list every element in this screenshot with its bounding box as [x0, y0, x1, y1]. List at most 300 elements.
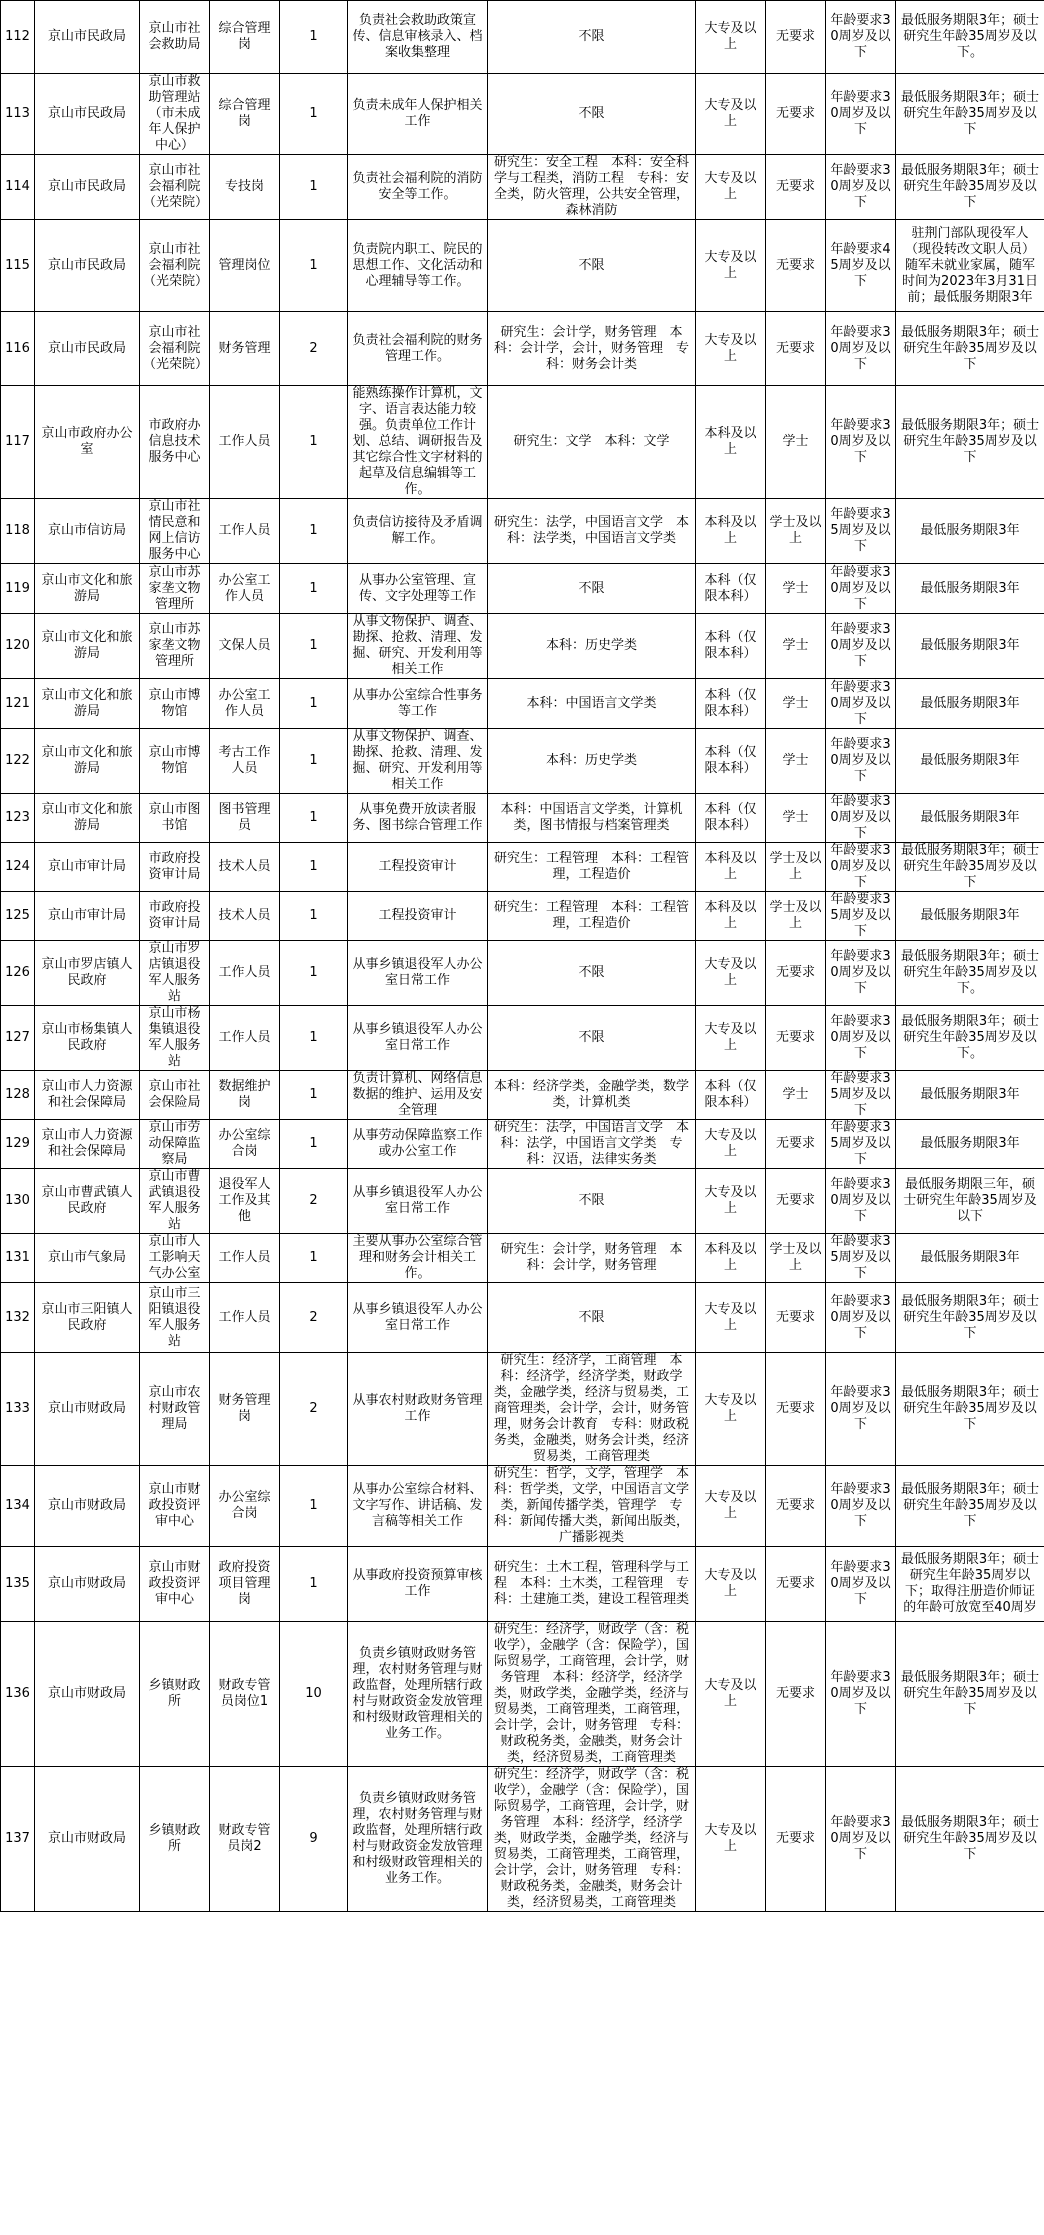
education-requirement: 本科及以上	[696, 386, 766, 499]
degree-requirement: 无要求	[766, 941, 826, 1006]
employer-unit: 乡镇财政所	[140, 1622, 210, 1767]
row-number: 123	[1, 794, 35, 843]
education-requirement: 本科（仅限本科）	[696, 794, 766, 843]
position-name: 综合管理岗	[210, 1, 280, 74]
department-name: 京山市审计局	[35, 843, 140, 892]
other-conditions: 最低服务期限3年；硕士研究生年龄35周岁及以下	[896, 386, 1044, 499]
age-requirement: 年龄要求30周岁及以下	[826, 614, 896, 679]
department-name: 京山市信访局	[35, 499, 140, 564]
row-number: 116	[1, 312, 35, 386]
other-conditions: 最低服务期限3年	[896, 1071, 1044, 1120]
major-requirement: 不限	[488, 1, 696, 74]
major-requirement: 研究生：哲学，文学，管理学 本科：哲学类，文学，中国语言文学类，新闻传播学类，管理学 专科：新闻传播大类，新闻出版类，广播影视类	[488, 1466, 696, 1547]
education-requirement: 本科及以上	[696, 892, 766, 941]
row-number: 134	[1, 1466, 35, 1547]
major-requirement: 不限	[488, 220, 696, 312]
row-number: 132	[1, 1283, 35, 1353]
major-requirement: 研究生：文学 本科：文学	[488, 386, 696, 499]
degree-requirement: 学士	[766, 386, 826, 499]
education-requirement: 大专及以上	[696, 312, 766, 386]
age-requirement: 年龄要求30周岁及以下	[826, 1547, 896, 1622]
position-name: 文保人员	[210, 614, 280, 679]
job-duty: 从事办公室综合性事务等工作	[348, 679, 488, 729]
degree-requirement: 无要求	[766, 1169, 826, 1234]
row-number: 131	[1, 1234, 35, 1283]
job-duty: 从事乡镇退役军人办公室日常工作	[348, 1006, 488, 1071]
job-duty: 从事办公室管理、宣传、文字处理等工作	[348, 564, 488, 614]
hire-count: 1	[280, 74, 348, 155]
job-duty: 从事免费开放读者服务、图书综合管理工作	[348, 794, 488, 843]
job-duty: 从事政府投资预算审核工作	[348, 1547, 488, 1622]
department-name: 京山市杨集镇人民政府	[35, 1006, 140, 1071]
position-name: 管理岗位	[210, 220, 280, 312]
position-name: 退役军人工作及其他	[210, 1169, 280, 1234]
degree-requirement: 学士	[766, 729, 826, 794]
hire-count: 1	[280, 1547, 348, 1622]
other-conditions: 最低服务期限3年	[896, 679, 1044, 729]
department-name: 京山市民政局	[35, 1, 140, 74]
major-requirement: 研究生：经济学，财政学（含：税收学），金融学（含：保险学），国际贸易学，工商管理，会计学，财务管理 本科：经济学，经济学类，财政学类，金融学类，经济与贸易类，工商管理类，工商管理，会计学，会计，财务管理 专科：财政税务类，金融类，财务会计类，经济贸易类，工商管理类	[488, 1767, 696, 1912]
employer-unit: 京山市社会救助局	[140, 1, 210, 74]
other-conditions: 最低服务期限3年；硕士研究生年龄35周岁以下；取得注册造价师证的年龄可放宽至40周岁	[896, 1547, 1044, 1622]
job-duty: 负责未成年人保护相关工作	[348, 74, 488, 155]
other-conditions: 最低服务期限3年；硕士研究生年龄35周岁及以下。	[896, 941, 1044, 1006]
row-number: 137	[1, 1767, 35, 1912]
degree-requirement: 无要求	[766, 155, 826, 220]
other-conditions: 最低服务期限3年；硕士研究生年龄35周岁及以下。	[896, 1006, 1044, 1071]
row-number: 114	[1, 155, 35, 220]
degree-requirement: 学士及以上	[766, 892, 826, 941]
other-conditions: 最低服务期限3年；硕士研究生年龄35周岁及以下	[896, 1622, 1044, 1767]
major-requirement: 研究生：经济学，财政学（含：税收学），金融学（含：保险学），国际贸易学，工商管理，会计学，财务管理 本科：经济学，经济学类，财政学类，金融学类，经济与贸易类，工商管理类，工商管理，会计学，会计，财务管理 专科：财政税务类，金融类，财务会计类，经济贸易类，工商管理类	[488, 1622, 696, 1767]
hire-count: 2	[280, 1169, 348, 1234]
job-duty: 负责社会福利院的消防安全等工作。	[348, 155, 488, 220]
major-requirement: 研究生：工程管理 本科：工程管理，工程造价	[488, 843, 696, 892]
hire-count: 2	[280, 1283, 348, 1353]
degree-requirement: 无要求	[766, 1767, 826, 1912]
degree-requirement: 学士及以上	[766, 843, 826, 892]
employer-unit: 京山市社会福利院（光荣院）	[140, 220, 210, 312]
degree-requirement: 学士	[766, 679, 826, 729]
degree-requirement: 学士	[766, 1071, 826, 1120]
table-row	[1, 1234, 1044, 1283]
employer-unit: 京山市社会福利院（光荣院）	[140, 312, 210, 386]
education-requirement: 大专及以上	[696, 1622, 766, 1767]
major-requirement: 本科：中国语言文学类	[488, 679, 696, 729]
hire-count: 1	[280, 794, 348, 843]
table-row	[1, 1283, 1044, 1353]
position-name: 财务管理	[210, 312, 280, 386]
table-row	[1, 941, 1044, 1006]
row-number: 125	[1, 892, 35, 941]
job-duty: 主要从事办公室综合管理和财务会计相关工作。	[348, 1234, 488, 1283]
row-number: 118	[1, 499, 35, 564]
row-number: 124	[1, 843, 35, 892]
position-name: 工作人员	[210, 499, 280, 564]
table-row	[1, 794, 1044, 843]
position-name: 工作人员	[210, 1283, 280, 1353]
other-conditions: 最低服务期限三年，硕士研究生年龄35周岁及以下	[896, 1169, 1044, 1234]
table-row	[1, 155, 1044, 220]
employer-unit: 京山市博物馆	[140, 679, 210, 729]
age-requirement: 年龄要求30周岁及以下	[826, 1767, 896, 1912]
hire-count: 1	[280, 1466, 348, 1547]
major-requirement: 研究生：土木工程，管理科学与工程 本科：土木类，工程管理 专科：土建施工类，建设工程管理类	[488, 1547, 696, 1622]
row-number: 113	[1, 74, 35, 155]
job-duty: 工程投资审计	[348, 892, 488, 941]
job-duty: 从事劳动保障监察工作或办公室工作	[348, 1120, 488, 1169]
position-name: 办公室工作人员	[210, 679, 280, 729]
age-requirement: 年龄要求30周岁及以下	[826, 1283, 896, 1353]
table-row	[1, 312, 1044, 386]
other-conditions: 最低服务期限3年	[896, 564, 1044, 614]
position-name: 综合管理岗	[210, 74, 280, 155]
employer-unit: 京山市曹武镇退役军人服务站	[140, 1169, 210, 1234]
hire-count: 1	[280, 1071, 348, 1120]
education-requirement: 大专及以上	[696, 1120, 766, 1169]
hire-count: 1	[280, 155, 348, 220]
department-name: 京山市人力资源和社会保障局	[35, 1071, 140, 1120]
employer-unit: 市政府办信息技术服务中心	[140, 386, 210, 499]
hire-count: 1	[280, 1006, 348, 1071]
row-number: 120	[1, 614, 35, 679]
age-requirement: 年龄要求45周岁及以下	[826, 220, 896, 312]
age-requirement: 年龄要求30周岁及以下	[826, 564, 896, 614]
degree-requirement: 无要求	[766, 1120, 826, 1169]
age-requirement: 年龄要求30周岁及以下	[826, 843, 896, 892]
degree-requirement: 无要求	[766, 1466, 826, 1547]
row-number: 133	[1, 1353, 35, 1466]
other-conditions: 最低服务期限3年；硕士研究生年龄35周岁及以下	[896, 1767, 1044, 1912]
major-requirement: 研究生：会计学，财务管理 本科：会计学，会计，财务管理 专科：财务会计类	[488, 312, 696, 386]
education-requirement: 大专及以上	[696, 1006, 766, 1071]
age-requirement: 年龄要求30周岁及以下	[826, 1, 896, 74]
education-requirement: 本科（仅限本科）	[696, 564, 766, 614]
position-name: 技术人员	[210, 892, 280, 941]
other-conditions: 驻荆门部队现役军人（现役转改文职人员）随军未就业家属，随军时间为2023年3月31日前；最低服务期限3年	[896, 220, 1044, 312]
major-requirement: 本科：经济学类，金融学类，数学类，计算机类	[488, 1071, 696, 1120]
hire-count: 1	[280, 843, 348, 892]
department-name: 京山市财政局	[35, 1466, 140, 1547]
row-number: 119	[1, 564, 35, 614]
employer-unit: 京山市财政投资评审中心	[140, 1547, 210, 1622]
major-requirement: 不限	[488, 1006, 696, 1071]
education-requirement: 本科（仅限本科）	[696, 679, 766, 729]
department-name: 京山市民政局	[35, 312, 140, 386]
department-name: 京山市政府办公室	[35, 386, 140, 499]
hire-count: 1	[280, 729, 348, 794]
hire-count: 2	[280, 312, 348, 386]
major-requirement: 研究生：会计学，财务管理 本科：会计学，财务管理	[488, 1234, 696, 1283]
other-conditions: 最低服务期限3年	[896, 729, 1044, 794]
employer-unit: 京山市苏家垄文物管理所	[140, 614, 210, 679]
table-row	[1, 74, 1044, 155]
table-row	[1, 679, 1044, 729]
age-requirement: 年龄要求30周岁及以下	[826, 679, 896, 729]
position-name: 办公室综合岗	[210, 1120, 280, 1169]
row-number: 117	[1, 386, 35, 499]
hire-count: 9	[280, 1767, 348, 1912]
degree-requirement: 无要求	[766, 1353, 826, 1466]
major-requirement: 本科：历史学类	[488, 729, 696, 794]
age-requirement: 年龄要求30周岁及以下	[826, 1622, 896, 1767]
department-name: 京山市气象局	[35, 1234, 140, 1283]
education-requirement: 本科及以上	[696, 499, 766, 564]
major-requirement: 不限	[488, 1169, 696, 1234]
table-row	[1, 729, 1044, 794]
education-requirement: 本科及以上	[696, 843, 766, 892]
employer-unit: 京山市社会福利院（光荣院）	[140, 155, 210, 220]
table-row	[1, 1767, 1044, 1912]
department-name: 京山市财政局	[35, 1622, 140, 1767]
row-number: 112	[1, 1, 35, 74]
hire-count: 1	[280, 1120, 348, 1169]
table-row	[1, 1006, 1044, 1071]
table-row	[1, 386, 1044, 499]
education-requirement: 大专及以上	[696, 1767, 766, 1912]
job-duty: 负责社会救助政策宣传、信息审核录入、档案收集整理	[348, 1, 488, 74]
age-requirement: 年龄要求30周岁及以下	[826, 386, 896, 499]
row-number: 121	[1, 679, 35, 729]
position-name: 政府投资项目管理岗	[210, 1547, 280, 1622]
education-requirement: 本科（仅限本科）	[696, 729, 766, 794]
row-number: 136	[1, 1622, 35, 1767]
table-row	[1, 843, 1044, 892]
row-number: 129	[1, 1120, 35, 1169]
hire-count: 1	[280, 941, 348, 1006]
major-requirement: 研究生：法学，中国语言文学 本科：法学，中国语言文学类 专科：汉语，法律实务类	[488, 1120, 696, 1169]
table-row	[1, 1, 1044, 74]
education-requirement: 大专及以上	[696, 74, 766, 155]
major-requirement: 不限	[488, 1283, 696, 1353]
department-name: 京山市人力资源和社会保障局	[35, 1120, 140, 1169]
department-name: 京山市文化和旅游局	[35, 614, 140, 679]
age-requirement: 年龄要求30周岁及以下	[826, 729, 896, 794]
age-requirement: 年龄要求30周岁及以下	[826, 74, 896, 155]
position-name: 财务管理岗	[210, 1353, 280, 1466]
position-name: 办公室工作人员	[210, 564, 280, 614]
position-name: 工作人员	[210, 386, 280, 499]
employer-unit: 乡镇财政所	[140, 1767, 210, 1912]
employer-unit: 京山市罗店镇退役军人服务站	[140, 941, 210, 1006]
education-requirement: 大专及以上	[696, 1547, 766, 1622]
education-requirement: 大专及以上	[696, 941, 766, 1006]
major-requirement: 研究生：工程管理 本科：工程管理，工程造价	[488, 892, 696, 941]
job-duty: 工程投资审计	[348, 843, 488, 892]
table-row	[1, 499, 1044, 564]
degree-requirement: 无要求	[766, 1547, 826, 1622]
other-conditions: 最低服务期限3年；硕士研究生年龄35周岁及以下	[896, 74, 1044, 155]
education-requirement: 大专及以上	[696, 1466, 766, 1547]
degree-requirement: 学士及以上	[766, 1234, 826, 1283]
age-requirement: 年龄要求35周岁及以下	[826, 1071, 896, 1120]
job-duty: 从事文物保护、调查、勘探、抢救、清理、发掘、研究、开发利用等相关工作	[348, 729, 488, 794]
hire-count: 1	[280, 499, 348, 564]
employer-unit: 京山市劳动保障监察局	[140, 1120, 210, 1169]
job-duty: 从事乡镇退役军人办公室日常工作	[348, 1169, 488, 1234]
education-requirement: 大专及以上	[696, 220, 766, 312]
row-number: 130	[1, 1169, 35, 1234]
job-duty: 负责乡镇财政财务管理，农村财务管理与财政监督，处理所辖行政村与财政资金发放管理和村级财政管理相关的业务工作。	[348, 1622, 488, 1767]
age-requirement: 年龄要求35周岁及以下	[826, 1234, 896, 1283]
major-requirement: 研究生：法学，中国语言文学 本科：法学类，中国语言文学类	[488, 499, 696, 564]
job-duty: 负责信访接待及矛盾调解工作。	[348, 499, 488, 564]
employer-unit: 市政府投资审计局	[140, 843, 210, 892]
employer-unit: 京山市博物馆	[140, 729, 210, 794]
age-requirement: 年龄要求30周岁及以下	[826, 941, 896, 1006]
job-duty: 负责乡镇财政财务管理，农村财务管理与财政监督，处理所辖行政村与财政资金发放管理和村级财政管理相关的业务工作。	[348, 1767, 488, 1912]
other-conditions: 最低服务期限3年；硕士研究生年龄35周岁及以下	[896, 312, 1044, 386]
row-number: 128	[1, 1071, 35, 1120]
table-row	[1, 1071, 1044, 1120]
department-name: 京山市文化和旅游局	[35, 729, 140, 794]
table-row	[1, 1547, 1044, 1622]
table-row	[1, 614, 1044, 679]
major-requirement: 研究生：经济学，工商管理 本科：经济学，经济学类，财政学类，金融学类，经济与贸易类，工商管理类，会计学，会计，财务管理，财务会计教育 专科：财政税务类，金融类，财务会计类，经济贸易类，工商管理类	[488, 1353, 696, 1466]
other-conditions: 最低服务期限3年	[896, 794, 1044, 843]
age-requirement: 年龄要求30周岁及以下	[826, 312, 896, 386]
position-name: 办公室综合岗	[210, 1466, 280, 1547]
department-name: 京山市财政局	[35, 1767, 140, 1912]
table-row	[1, 1120, 1044, 1169]
department-name: 京山市文化和旅游局	[35, 794, 140, 843]
employer-unit: 京山市三阳镇退役军人服务站	[140, 1283, 210, 1353]
table-row	[1, 1169, 1044, 1234]
employer-unit: 京山市人工影响天气办公室	[140, 1234, 210, 1283]
hire-count: 1	[280, 220, 348, 312]
other-conditions: 最低服务期限3年；硕士研究生年龄35周岁及以下。	[896, 1, 1044, 74]
position-name: 图书管理员	[210, 794, 280, 843]
position-name: 财政专管员岗位1	[210, 1622, 280, 1767]
degree-requirement: 无要求	[766, 1006, 826, 1071]
employer-unit: 京山市图书馆	[140, 794, 210, 843]
education-requirement: 大专及以上	[696, 155, 766, 220]
major-requirement: 研究生：安全工程 本科：安全科学与工程类，消防工程 专科：安全类，防火管理，公共安全管理，森林消防	[488, 155, 696, 220]
degree-requirement: 无要求	[766, 1, 826, 74]
employer-unit: 京山市社情民意和网上信访服务中心	[140, 499, 210, 564]
other-conditions: 最低服务期限3年；硕士研究生年龄35周岁及以下	[896, 1466, 1044, 1547]
department-name: 京山市文化和旅游局	[35, 679, 140, 729]
age-requirement: 年龄要求30周岁及以下	[826, 1466, 896, 1547]
major-requirement: 本科：中国语言文学类，计算机类，图书情报与档案管理类	[488, 794, 696, 843]
degree-requirement: 学士及以上	[766, 499, 826, 564]
position-name: 工作人员	[210, 1006, 280, 1071]
position-name: 考古工作人员	[210, 729, 280, 794]
table-row	[1, 220, 1044, 312]
age-requirement: 年龄要求30周岁及以下	[826, 1006, 896, 1071]
table-row	[1, 564, 1044, 614]
age-requirement: 年龄要求30周岁及以下	[826, 1169, 896, 1234]
age-requirement: 年龄要求35周岁及以下	[826, 1120, 896, 1169]
major-requirement: 不限	[488, 564, 696, 614]
age-requirement: 年龄要求35周岁及以下	[826, 499, 896, 564]
education-requirement: 大专及以上	[696, 1283, 766, 1353]
position-name: 财政专管员岗2	[210, 1767, 280, 1912]
education-requirement: 大专及以上	[696, 1353, 766, 1466]
department-name: 京山市罗店镇人民政府	[35, 941, 140, 1006]
degree-requirement: 无要求	[766, 74, 826, 155]
age-requirement: 年龄要求30周岁及以下	[826, 794, 896, 843]
department-name: 京山市曹武镇人民政府	[35, 1169, 140, 1234]
degree-requirement: 无要求	[766, 312, 826, 386]
degree-requirement: 无要求	[766, 1622, 826, 1767]
other-conditions: 最低服务期限3年	[896, 1120, 1044, 1169]
hire-count: 1	[280, 679, 348, 729]
other-conditions: 最低服务期限3年；硕士研究生年龄35周岁及以下	[896, 155, 1044, 220]
major-requirement: 不限	[488, 941, 696, 1006]
hire-count: 2	[280, 1353, 348, 1466]
other-conditions: 最低服务期限3年；硕士研究生年龄35周岁及以下	[896, 1283, 1044, 1353]
degree-requirement: 无要求	[766, 220, 826, 312]
education-requirement: 大专及以上	[696, 1, 766, 74]
employer-unit: 京山市社会保险局	[140, 1071, 210, 1120]
department-name: 京山市三阳镇人民政府	[35, 1283, 140, 1353]
table-body	[1, 1, 1044, 1912]
job-duty: 能熟练操作计算机，文字、语言表达能力较强。负责单位工作计划、总结、调研报告及其它综合性文字材料的起草及信息编辑等工作。	[348, 386, 488, 499]
employer-unit: 京山市财政投资评审中心	[140, 1466, 210, 1547]
age-requirement: 年龄要求30周岁及以下	[826, 1353, 896, 1466]
employer-unit: 京山市救助管理站（市未成年人保护中心）	[140, 74, 210, 155]
hire-count: 1	[280, 614, 348, 679]
row-number: 122	[1, 729, 35, 794]
row-number: 127	[1, 1006, 35, 1071]
major-requirement: 本科：历史学类	[488, 614, 696, 679]
degree-requirement: 无要求	[766, 1283, 826, 1353]
hire-count: 1	[280, 1234, 348, 1283]
department-name: 京山市审计局	[35, 892, 140, 941]
education-requirement: 本科（仅限本科）	[696, 1071, 766, 1120]
other-conditions: 最低服务期限3年	[896, 1234, 1044, 1283]
job-duty: 从事办公室综合材料、文字写作、讲话稿、发言稿等相关工作	[348, 1466, 488, 1547]
row-number: 135	[1, 1547, 35, 1622]
position-name: 工作人员	[210, 1234, 280, 1283]
hire-count: 1	[280, 892, 348, 941]
other-conditions: 最低服务期限3年	[896, 892, 1044, 941]
job-duty: 负责社会福利院的财务管理工作。	[348, 312, 488, 386]
other-conditions: 最低服务期限3年	[896, 499, 1044, 564]
row-number: 126	[1, 941, 35, 1006]
degree-requirement: 学士	[766, 564, 826, 614]
employer-unit: 京山市杨集镇退役军人服务站	[140, 1006, 210, 1071]
major-requirement: 不限	[488, 74, 696, 155]
job-duty: 从事乡镇退役军人办公室日常工作	[348, 941, 488, 1006]
job-duty: 负责计算机、网络信息数据的维护、运用及安全管理	[348, 1071, 488, 1120]
position-name: 工作人员	[210, 941, 280, 1006]
education-requirement: 本科（仅限本科）	[696, 614, 766, 679]
table-row	[1, 1353, 1044, 1466]
department-name: 京山市文化和旅游局	[35, 564, 140, 614]
job-duty: 负责院内职工、院民的思想工作、文化活动和心理辅导等工作。	[348, 220, 488, 312]
hire-count: 1	[280, 1, 348, 74]
department-name: 京山市财政局	[35, 1353, 140, 1466]
job-duty: 从事农村财政财务管理工作	[348, 1353, 488, 1466]
employer-unit: 京山市农村财政管理局	[140, 1353, 210, 1466]
row-number: 115	[1, 220, 35, 312]
job-duty: 从事乡镇退役军人办公室日常工作	[348, 1283, 488, 1353]
table-row	[1, 892, 1044, 941]
department-name: 京山市民政局	[35, 220, 140, 312]
other-conditions: 最低服务期限3年；硕士研究生年龄35周岁及以下	[896, 843, 1044, 892]
education-requirement: 大专及以上	[696, 1169, 766, 1234]
position-name: 技术人员	[210, 843, 280, 892]
other-conditions: 最低服务期限3年	[896, 614, 1044, 679]
position-name: 数据维护岗	[210, 1071, 280, 1120]
education-requirement: 本科及以上	[696, 1234, 766, 1283]
other-conditions: 最低服务期限3年；硕士研究生年龄35周岁及以下	[896, 1353, 1044, 1466]
department-name: 京山市民政局	[35, 155, 140, 220]
employer-unit: 市政府投资审计局	[140, 892, 210, 941]
degree-requirement: 学士	[766, 614, 826, 679]
